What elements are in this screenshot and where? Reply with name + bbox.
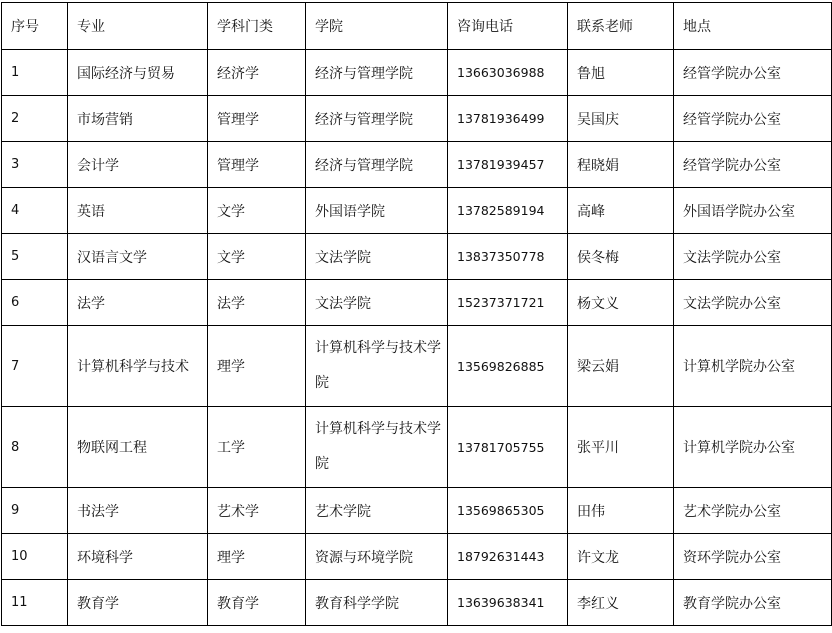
cell-location: 外国语学院办公室 bbox=[674, 188, 832, 234]
cell-teacher: 程晓娟 bbox=[568, 142, 674, 188]
cell-major: 环境科学 bbox=[68, 534, 208, 580]
cell-teacher: 田伟 bbox=[568, 488, 674, 534]
cell-location: 计算机学院办公室 bbox=[674, 326, 832, 407]
cell-discipline: 理学 bbox=[208, 326, 306, 407]
cell-phone: 13781939457 bbox=[448, 142, 568, 188]
cell-location: 经管学院办公室 bbox=[674, 50, 832, 96]
cell-college: 外国语学院 bbox=[306, 188, 448, 234]
cell-major: 会计学 bbox=[68, 142, 208, 188]
table-row bbox=[2, 534, 832, 580]
table-row bbox=[2, 96, 832, 142]
cell-discipline: 管理学 bbox=[208, 96, 306, 142]
cell-phone: 13663036988 bbox=[448, 50, 568, 96]
table-row bbox=[2, 50, 832, 96]
cell-location: 教育学院办公室 bbox=[674, 580, 832, 626]
cell-college: 计算机科学与技术学院 bbox=[306, 407, 448, 488]
cell-index: 2 bbox=[2, 96, 68, 142]
cell-index: 1 bbox=[2, 50, 68, 96]
cell-discipline: 文学 bbox=[208, 188, 306, 234]
header-location: 地点 bbox=[674, 3, 832, 50]
cell-discipline: 经济学 bbox=[208, 50, 306, 96]
cell-teacher: 高峰 bbox=[568, 188, 674, 234]
cell-discipline: 工学 bbox=[208, 407, 306, 488]
cell-index: 7 bbox=[2, 326, 68, 407]
cell-index: 9 bbox=[2, 488, 68, 534]
cell-phone: 13639638341 bbox=[448, 580, 568, 626]
cell-major: 书法学 bbox=[68, 488, 208, 534]
cell-college: 资源与环境学院 bbox=[306, 534, 448, 580]
cell-teacher: 李红义 bbox=[568, 580, 674, 626]
cell-major: 物联网工程 bbox=[68, 407, 208, 488]
cell-location: 文法学院办公室 bbox=[674, 280, 832, 326]
cell-teacher: 鲁旭 bbox=[568, 50, 674, 96]
cell-discipline: 理学 bbox=[208, 534, 306, 580]
cell-teacher: 杨文义 bbox=[568, 280, 674, 326]
cell-location: 文法学院办公室 bbox=[674, 234, 832, 280]
cell-index: 10 bbox=[2, 534, 68, 580]
header-row bbox=[2, 3, 832, 50]
cell-college: 经济与管理学院 bbox=[306, 50, 448, 96]
table-row bbox=[2, 488, 832, 534]
cell-college: 计算机科学与技术学院 bbox=[306, 326, 448, 407]
cell-phone: 15237371721 bbox=[448, 280, 568, 326]
cell-phone: 13569826885 bbox=[448, 326, 568, 407]
cell-teacher: 吴国庆 bbox=[568, 96, 674, 142]
cell-location: 经管学院办公室 bbox=[674, 142, 832, 188]
cell-teacher: 侯冬梅 bbox=[568, 234, 674, 280]
table-row bbox=[2, 326, 832, 407]
cell-college: 教育科学学院 bbox=[306, 580, 448, 626]
table-row bbox=[2, 188, 832, 234]
cell-discipline: 管理学 bbox=[208, 142, 306, 188]
cell-major: 汉语言文学 bbox=[68, 234, 208, 280]
header-major: 专业 bbox=[68, 3, 208, 50]
cell-college: 经济与管理学院 bbox=[306, 96, 448, 142]
cell-phone: 13569865305 bbox=[448, 488, 568, 534]
header-phone: 咨询电话 bbox=[448, 3, 568, 50]
header-teacher: 联系老师 bbox=[568, 3, 674, 50]
cell-phone: 18792631443 bbox=[448, 534, 568, 580]
cell-major: 国际经济与贸易 bbox=[68, 50, 208, 96]
cell-discipline: 教育学 bbox=[208, 580, 306, 626]
cell-index: 6 bbox=[2, 280, 68, 326]
table-row bbox=[2, 580, 832, 626]
cell-location: 计算机学院办公室 bbox=[674, 407, 832, 488]
table-row bbox=[2, 280, 832, 326]
cell-index: 8 bbox=[2, 407, 68, 488]
header-college: 学院 bbox=[306, 3, 448, 50]
cell-college: 艺术学院 bbox=[306, 488, 448, 534]
table-row bbox=[2, 407, 832, 488]
cell-major: 英语 bbox=[68, 188, 208, 234]
majors-contact-table bbox=[1, 2, 832, 626]
cell-teacher: 梁云娟 bbox=[568, 326, 674, 407]
cell-major: 市场营销 bbox=[68, 96, 208, 142]
cell-college: 经济与管理学院 bbox=[306, 142, 448, 188]
cell-discipline: 法学 bbox=[208, 280, 306, 326]
cell-discipline: 文学 bbox=[208, 234, 306, 280]
cell-teacher: 张平川 bbox=[568, 407, 674, 488]
cell-major: 法学 bbox=[68, 280, 208, 326]
table-row bbox=[2, 142, 832, 188]
table-row bbox=[2, 234, 832, 280]
header-discipline: 学科门类 bbox=[208, 3, 306, 50]
cell-phone: 13837350778 bbox=[448, 234, 568, 280]
cell-college: 文法学院 bbox=[306, 280, 448, 326]
header-index: 序号 bbox=[2, 3, 68, 50]
cell-index: 5 bbox=[2, 234, 68, 280]
cell-index: 4 bbox=[2, 188, 68, 234]
cell-phone: 13781936499 bbox=[448, 96, 568, 142]
cell-index: 3 bbox=[2, 142, 68, 188]
cell-major: 计算机科学与技术 bbox=[68, 326, 208, 407]
cell-major: 教育学 bbox=[68, 580, 208, 626]
cell-teacher: 许文龙 bbox=[568, 534, 674, 580]
cell-phone: 13781705755 bbox=[448, 407, 568, 488]
cell-college: 文法学院 bbox=[306, 234, 448, 280]
cell-discipline: 艺术学 bbox=[208, 488, 306, 534]
cell-index: 11 bbox=[2, 580, 68, 626]
cell-location: 艺术学院办公室 bbox=[674, 488, 832, 534]
cell-phone: 13782589194 bbox=[448, 188, 568, 234]
cell-location: 经管学院办公室 bbox=[674, 96, 832, 142]
cell-location: 资环学院办公室 bbox=[674, 534, 832, 580]
